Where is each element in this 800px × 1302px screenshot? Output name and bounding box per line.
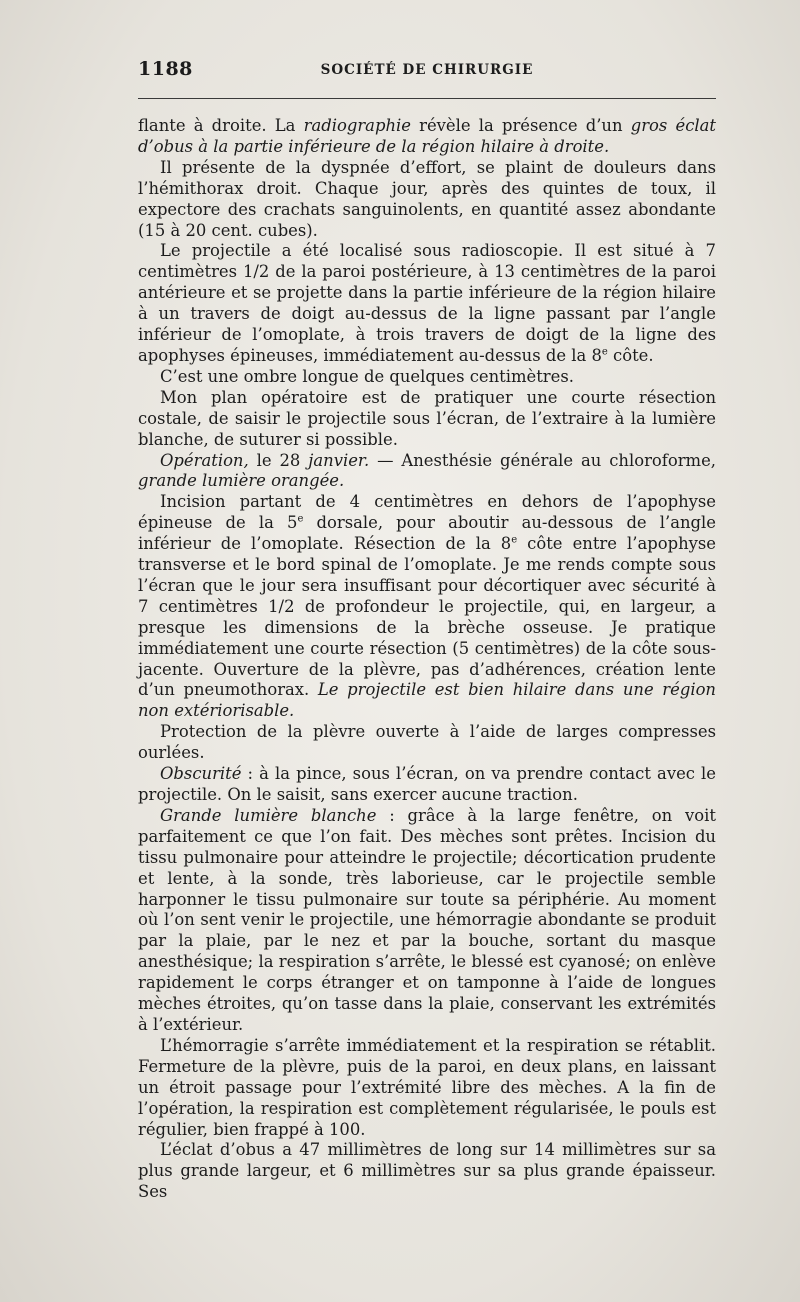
- text-run: : grâce à la large fenêtre, on voit parfaitement ce que l’on fait. Des mèches sont prêtes. Incision du tissu pulmonaire pour atteindre le projectile; décortication prudente et lente, à la sonde, très laborieuse, car le projectile semble harponner le tissu pulmonaire sur toute sa périphérie. Au moment où l’on sent venir le projectile, une hémorragie abondante se produit par la plaie, par le nez et par la bouche, sortant du masque anesthésique; la respiration s’arrête, le blessé est cyanosé; on enlève rapidement le corps étranger et on tamponne à l’aide de longues mèches étroites, qu’on tasse dans la plaie, conservant les extrémités à l’extérieur.: [138, 805, 717, 1034]
- text-run: Incision partant de 4 centimètres en dehors de l’apophyse épineuse de la 5: [138, 492, 716, 533]
- text-run: Protection de la plèvre ouverte à l’aide de larges compresses ourlées.: [138, 722, 716, 763]
- italic-text: Grande lumière blanche: [160, 805, 377, 825]
- paragraph-p5: [138, 388, 716, 451]
- paragraph-p11: [138, 1036, 716, 1141]
- text-run: — Anesthésie générale au chloroforme,: [369, 450, 716, 470]
- text-run: : à la pince, sous l’écran, on va prendre contact avec le projectile. On le saisit, sans exercer aucune traction.: [138, 764, 716, 804]
- text-run: dorsale, pour aboutir au-dessous de l’angle inférieur de l’omoplate. Résection de la 8: [138, 513, 716, 554]
- superscript: e: [511, 534, 518, 546]
- italic-text: Le projectile est bien hilaire dans une région non extériorisable.: [138, 680, 716, 721]
- superscript: e: [297, 513, 304, 525]
- paragraph-p1: [138, 116, 716, 158]
- italic-text: gros éclat d’obus à la partie inférieure de la région hilaire à droite.: [138, 116, 716, 156]
- running-title: SOCIÉTÉ DE CHIRURGIE: [320, 62, 534, 78]
- text-run: C’est une ombre longue de quelques centimètres.: [160, 366, 574, 386]
- paragraph-p4: [138, 367, 716, 388]
- italic-text: Obscurité: [160, 764, 242, 784]
- italic-text: radiographie: [303, 116, 411, 135]
- paragraph-p12: [138, 1140, 716, 1203]
- italic-text: janvier.: [308, 450, 370, 470]
- superscript: e: [601, 346, 608, 358]
- text-run: flante à droite. La: [138, 116, 304, 135]
- text-run: Mon plan opératoire est de pratiquer une courte résection costale, de saisir le projectile sous l’écran, de l’extraire à la lumière blanche, de suturer si possible.: [138, 387, 716, 449]
- paragraph-p2: [138, 158, 716, 242]
- header-rule: [138, 98, 716, 99]
- paragraph-p9: [138, 764, 716, 806]
- italic-text: grande lumière orangée.: [138, 471, 345, 491]
- text-run: Le projectile a été localisé sous radioscopie. Il est situé à 7 centimètres 1/2 de la paroi postérieure, à 13 centimètres de la paroi antérieure et se projette dans la partie inférieure de la région hilaire à un travers de doigt au-dessus de la ligne passant par l’angle inférieur de l’omoplate, à trois travers de doigt de la ligne des apophyses épineuses, immédiatement au-dessus de la 8: [138, 241, 716, 365]
- page-header: [138, 58, 716, 82]
- text-run: L’hémorragie s’arrête immédiatement et la respiration se rétablit. Fermeture de la plèvre, puis de la paroi, en deux plans, en laissant un étroit passage pour l’extrémité libre des mèches. A la fin de l’opération, la respiration est complètement régularisée, le pouls est régulier, bien frappé à 100.: [138, 1035, 716, 1139]
- text-run: côte.: [607, 345, 654, 365]
- paragraph-p10: [138, 806, 716, 1036]
- body-text: [138, 116, 716, 1203]
- text-run: Il présente de la dyspnée d’effort, se plaint de douleurs dans l’hémithorax droit. Chaque jour, après des quintes de toux, il expectore des crachats sanguinolents, en quantité assez abondante (15 à 20 cent. cubes).: [138, 157, 716, 240]
- page-number: 1188: [138, 58, 193, 80]
- paragraph-p3: [138, 241, 716, 366]
- paragraph-p6: [138, 451, 716, 493]
- text-run: côte entre l’apophyse transverse et le bord spinal de l’omoplate. Je me rends compte sous l’écran que le jour sera insuffisant pour décortiquer avec sécurité à 7 centimètres 1/2 de profondeur le projectile, qui, en largeur, a presque les dimensions de la brèche osseuse. Je pratique immédiatement une courte résection (5 centimètres) de la côte sous-jacente. Ouverture de la plèvre, pas d’adhérences, création lente d’un pneumothorax.: [138, 534, 716, 700]
- text-run: révèle la présence d’un: [410, 116, 631, 135]
- paragraph-p8: [138, 722, 716, 764]
- text-run: L’éclat d’obus a 47 millimètres de long sur 14 millimètres sur sa plus grande largeur, et 6 millimètres sur sa plus grande épaisseur. Ses: [138, 1140, 716, 1202]
- paragraph-p7: [138, 492, 716, 722]
- text-run: le 28: [248, 450, 309, 470]
- italic-text: Opération,: [160, 450, 249, 470]
